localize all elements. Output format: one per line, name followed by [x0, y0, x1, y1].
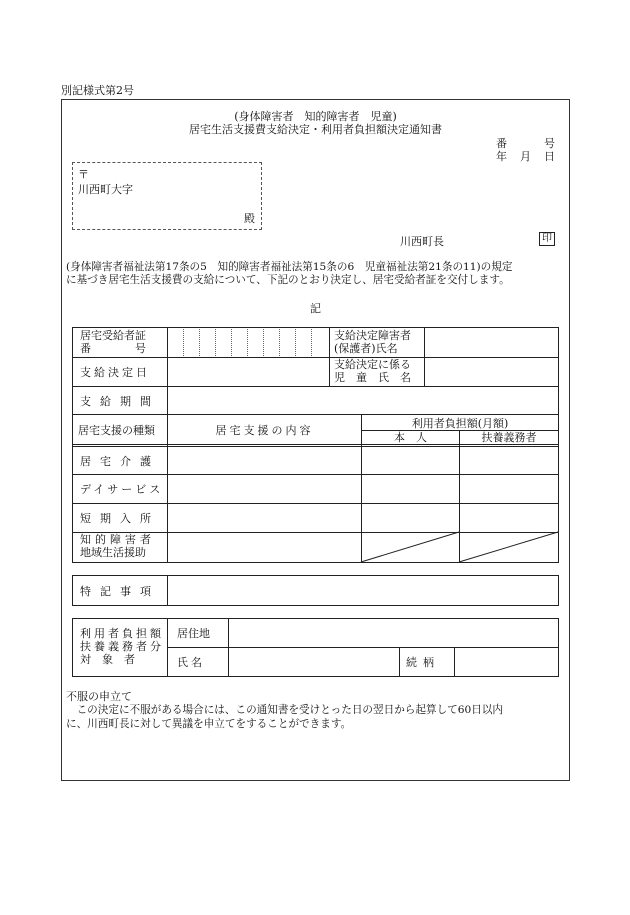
date-day-label: 日: [544, 150, 555, 163]
postal-mark: 〒: [78, 168, 89, 181]
seal-mark: 印: [539, 232, 555, 246]
burden-label-l3: 対 象 者: [80, 653, 135, 666]
intellectual-l2: 地域生活援助: [80, 546, 146, 559]
service-row-short-stay: 短期入所: [80, 512, 160, 525]
service-row-intellectual: [80, 533, 162, 559]
appeal-line1: この決定に不服がある場合には、この通知書を受けとった日の翌日から起算して60日以内: [66, 704, 504, 716]
cert-number-label: [80, 329, 162, 355]
number-label-b: 号: [544, 137, 555, 150]
service-type-header: 居宅支援の種類: [78, 423, 155, 437]
service-row-home-care: 居宅介護: [80, 454, 160, 468]
issuer: 川西町長: [400, 235, 444, 248]
intellectual-l1: 知的障害者: [80, 533, 155, 546]
title-line2: 居宅生活支援費支給決定・利用者負担額決定通知書: [189, 123, 442, 136]
child-l2: 児 童 氏 名: [334, 371, 411, 384]
body-line1: (身体障害者福祉法第17条の5 知的障害者福祉法第15条の6 児童福祉法第21条の11)の規定: [66, 261, 513, 273]
appeal-heading: 不服の申立て: [66, 690, 132, 703]
special-notes-label: 特記事項: [80, 584, 160, 598]
body-line2: に基づき居宅生活支援費の支給について、下記のとおり決定し、居宅受給者証を交付します。: [66, 274, 510, 286]
period-label: 支給期間: [80, 394, 160, 408]
residence-label: 居住地: [177, 627, 210, 640]
supporter-header: 扶養義務者: [481, 431, 537, 444]
honorific: 殿: [244, 212, 255, 225]
ki-mark: 記: [310, 302, 321, 315]
address-town: 川西町大字: [78, 183, 133, 196]
number-label-a: 番: [496, 137, 507, 150]
child-l1: 支給決定に係る: [334, 358, 411, 371]
burden-label-l2: 扶養義務者分: [80, 640, 164, 653]
slash-self: [361, 532, 459, 562]
child-name-label: [334, 358, 422, 384]
title-line1: (身体障害者 知的障害者 児童): [234, 110, 397, 123]
form-number: 別記様式第2号: [61, 84, 134, 97]
date-month-label: 月: [520, 150, 531, 163]
cert-number-l2: 番 号: [80, 342, 146, 355]
decided-person-label: [334, 329, 422, 355]
slash-supporter: [459, 532, 558, 562]
burden-label-l1: 利用者負担額: [80, 627, 164, 640]
burden-target-label: [80, 627, 164, 666]
decision-date-label: 支給決定日: [80, 366, 150, 379]
burden-header: 利用者負担額(月額): [411, 416, 509, 430]
cert-number-l1: 居宅受給者証: [80, 329, 146, 342]
decided-person-l1: 支給決定障害者: [334, 329, 411, 342]
name-label: 氏名: [177, 656, 205, 669]
service-row-day-service: デイサービス: [80, 483, 164, 496]
appeal-line2: に、川西町長に対して異議を申立てをすることができます。: [66, 718, 352, 730]
self-header: 本 人: [394, 431, 427, 444]
relation-label: 続柄: [406, 656, 440, 669]
date-year-label: 年: [496, 150, 507, 163]
service-content-header: 居宅支援の内容: [215, 423, 314, 437]
decided-person-l2: (保護者)氏名: [334, 342, 398, 355]
